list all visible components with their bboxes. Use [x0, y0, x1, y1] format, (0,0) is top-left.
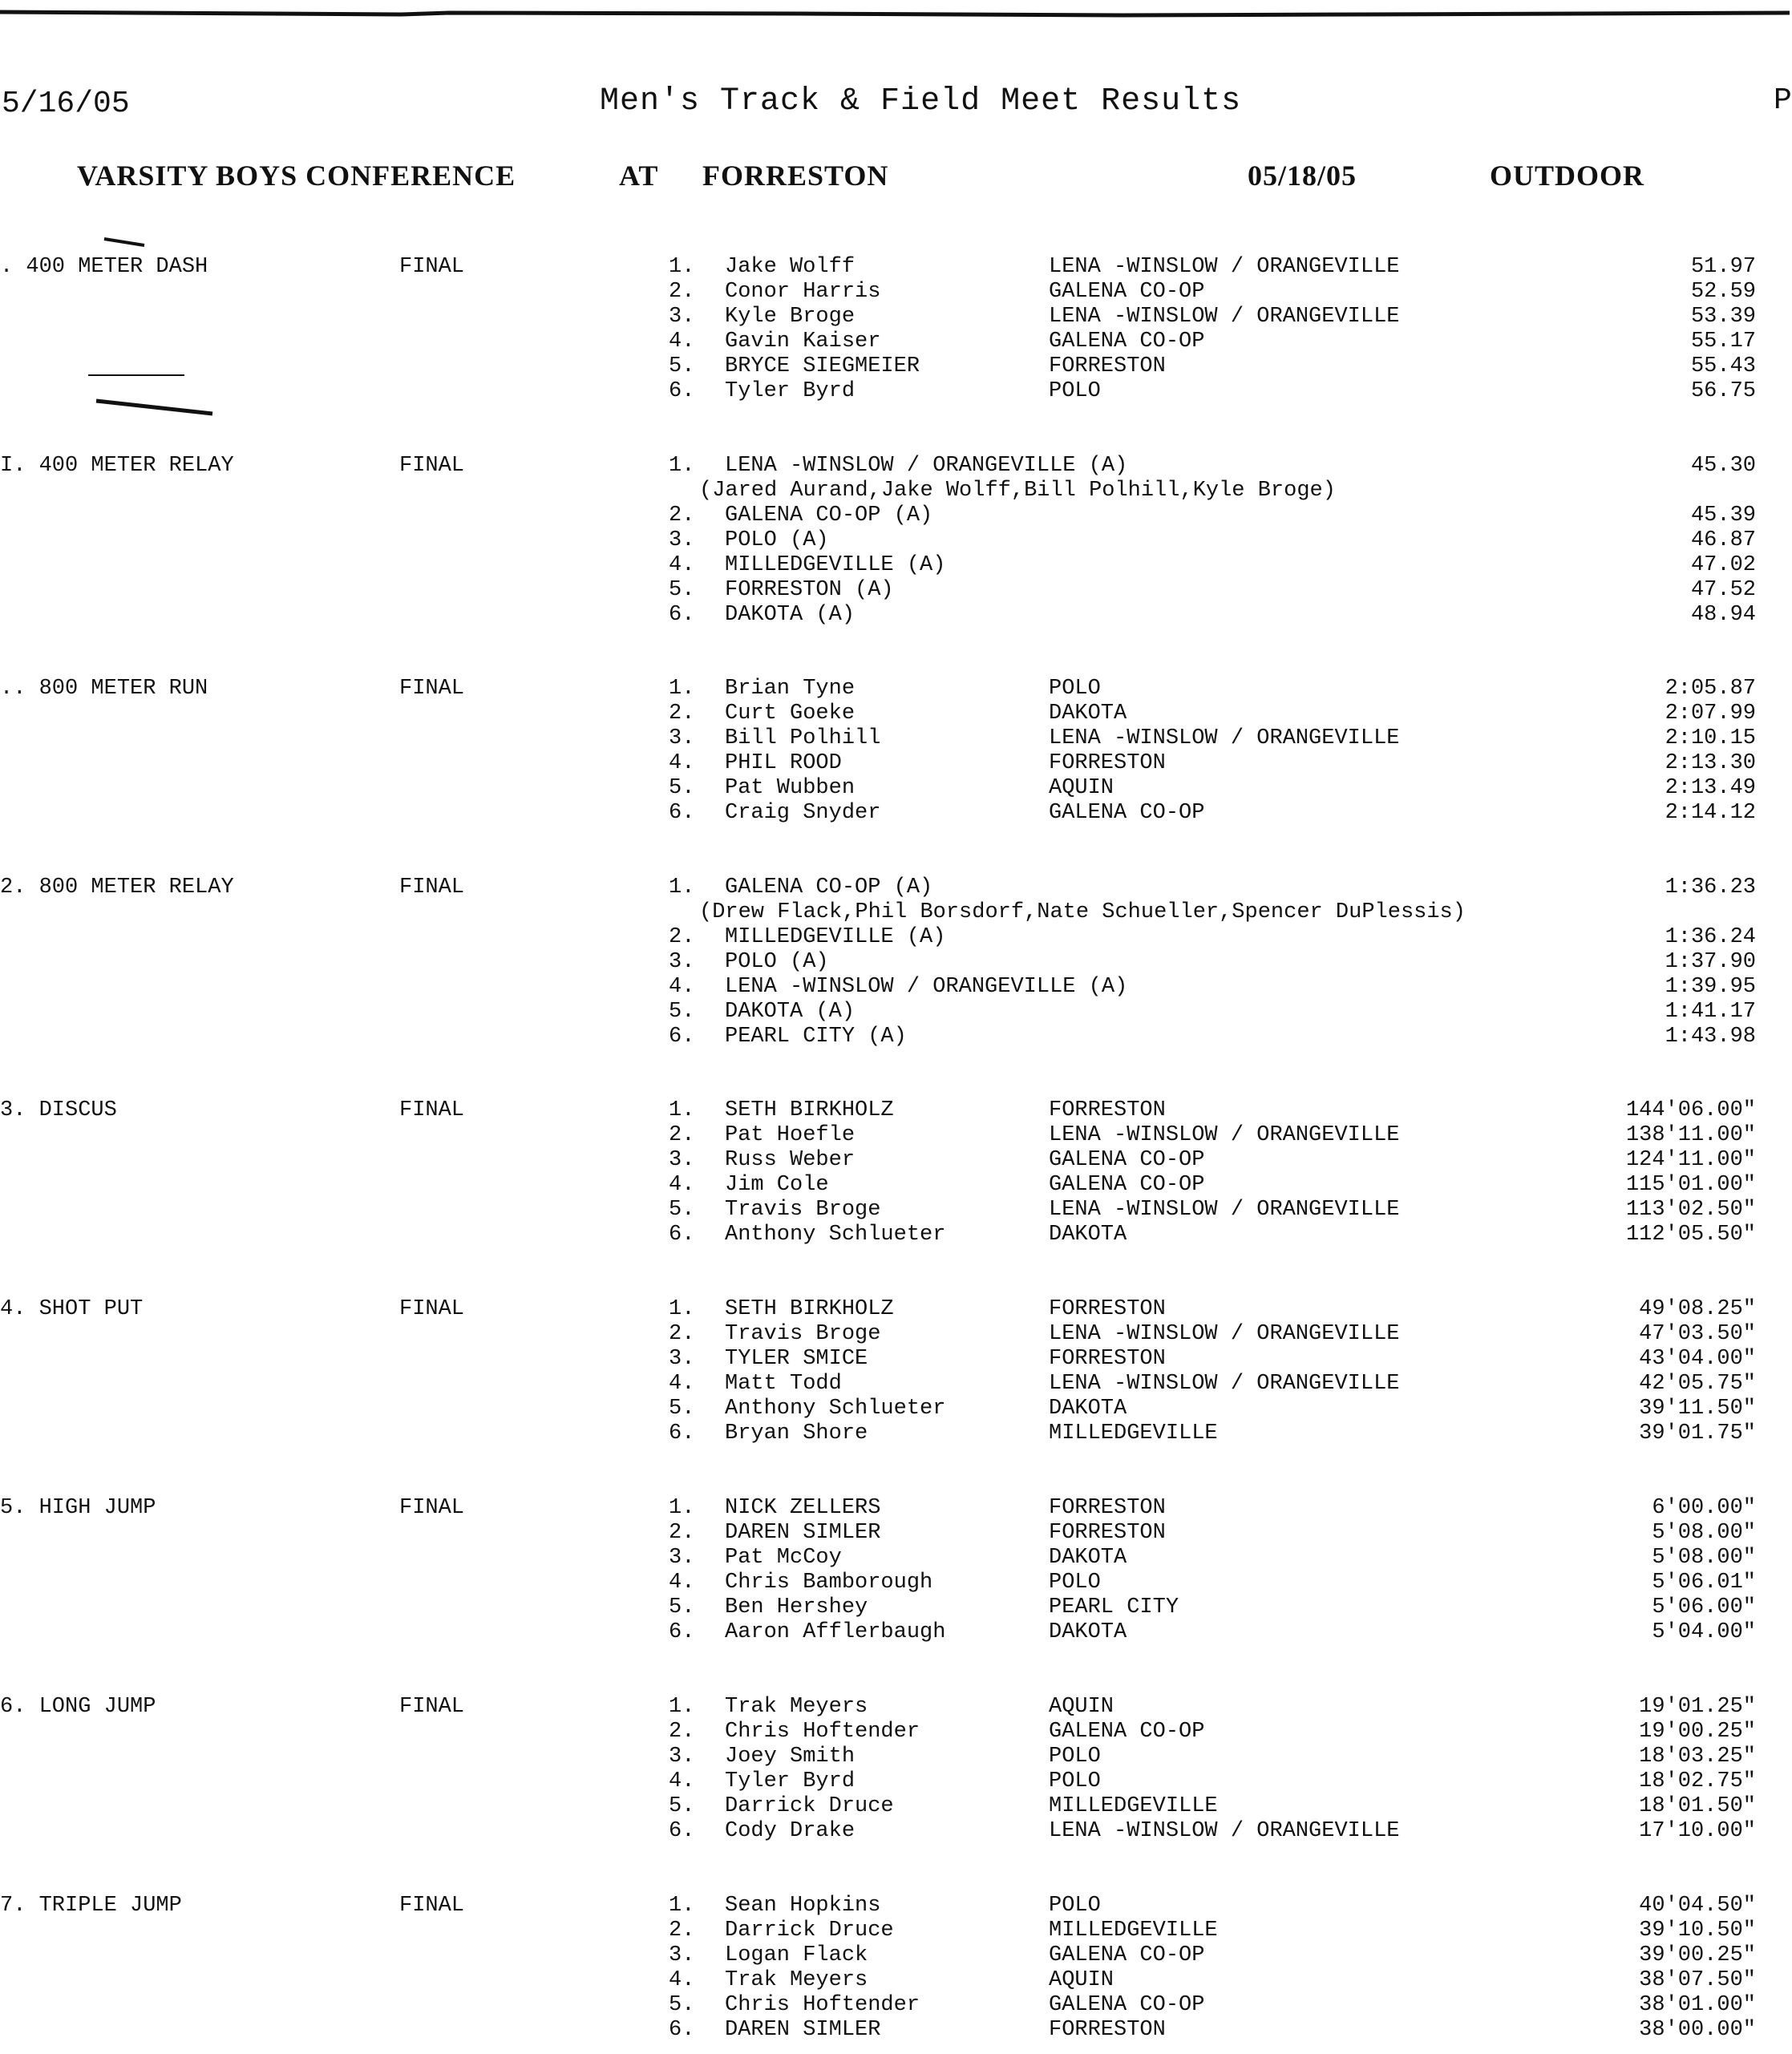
- athlete-name: PHIL ROOD: [725, 751, 842, 775]
- meet-venue: OUTDOOR: [1490, 160, 1645, 192]
- result-row: [0, 1148, 1790, 1173]
- result-mark: 5'04.00": [1652, 1620, 1756, 1644]
- school-name: LENA -WINSLOW / ORANGEVILLE: [1049, 1372, 1400, 1396]
- relay-team: POLO (A): [725, 950, 829, 974]
- athlete-name: Chris Hoftender: [725, 1720, 920, 1744]
- athlete-name: Logan Flack: [725, 1943, 868, 1967]
- result-mark: 18'01.50": [1639, 1794, 1756, 1818]
- result-place: 4.: [669, 1173, 695, 1197]
- result-mark: 2:13.49: [1665, 776, 1756, 800]
- print-date: 5/16/05: [2, 87, 130, 121]
- athlete-name: Bill Polhill: [725, 726, 881, 750]
- athlete-name: SETH BIRKHOLZ: [725, 1098, 894, 1122]
- result-mark: 47'03.50": [1639, 1322, 1756, 1346]
- result-row: [0, 528, 1790, 553]
- school-name: FORRESTON: [1049, 2018, 1166, 2042]
- result-row: [0, 1347, 1790, 1372]
- result-row: [0, 950, 1790, 975]
- result-row: [0, 280, 1790, 305]
- result-place: 4.: [669, 553, 695, 577]
- school-name: MILLEDGEVILLE: [1049, 1794, 1218, 1818]
- school-name: POLO: [1049, 677, 1101, 701]
- school-name: GALENA CO-OP: [1049, 801, 1205, 825]
- result-place: 6.: [669, 2018, 695, 2042]
- result-place: 5.: [669, 776, 695, 800]
- result-row: [0, 1397, 1790, 1421]
- meet-at-label: AT: [619, 160, 659, 192]
- event-name: I. 400 METER RELAY: [0, 454, 234, 478]
- result-row: [0, 578, 1790, 603]
- athlete-name: Cody Drake: [725, 1819, 856, 1843]
- school-name: AQUIN: [1049, 1968, 1114, 1992]
- result-row: [0, 1620, 1790, 1645]
- result-mark: 1:37.90: [1665, 950, 1756, 974]
- result-place: 3.: [669, 1148, 695, 1172]
- result-mark: 39'01.75": [1639, 1421, 1756, 1445]
- school-name: GALENA CO-OP: [1049, 1720, 1205, 1744]
- result-place: 3.: [669, 950, 695, 974]
- relay-team: DAKOTA (A): [725, 603, 856, 627]
- result-place: 1.: [669, 1695, 695, 1719]
- event-status: FINAL: [399, 1695, 465, 1719]
- result-place: 4.: [669, 751, 695, 775]
- result-place: 2.: [669, 702, 695, 726]
- result-place: 6.: [669, 1819, 695, 1843]
- athlete-name: Conor Harris: [725, 280, 881, 304]
- athlete-name: Pat Wubben: [725, 776, 856, 800]
- result-row: [0, 1496, 1790, 1521]
- result-place: 4.: [669, 1769, 695, 1793]
- result-mark: 56.75: [1690, 379, 1756, 403]
- result-mark: 112'05.50": [1625, 1223, 1756, 1247]
- relay-members-row: [0, 479, 1790, 503]
- result-mark: 39'00.25": [1639, 1943, 1756, 1967]
- result-mark: 113'02.50": [1625, 1198, 1756, 1222]
- school-name: DAKOTA: [1049, 1397, 1127, 1421]
- event-status: FINAL: [399, 1297, 465, 1321]
- event-name: 6. LONG JUMP: [0, 1695, 156, 1719]
- result-row: [0, 1098, 1790, 1123]
- school-name: AQUIN: [1049, 776, 1114, 800]
- result-place: 5.: [669, 1397, 695, 1421]
- result-mark: 2:05.87: [1665, 677, 1756, 701]
- result-mark: 5'06.00": [1652, 1595, 1756, 1619]
- result-row: [0, 702, 1790, 726]
- result-row: [0, 1000, 1790, 1025]
- result-place: 1.: [669, 1098, 695, 1122]
- result-mark: 39'11.50": [1639, 1397, 1756, 1421]
- athlete-name: Joey Smith: [725, 1745, 856, 1769]
- athlete-name: Curt Goeke: [725, 702, 856, 726]
- relay-team: POLO (A): [725, 528, 829, 552]
- result-mark: 2:13.30: [1665, 751, 1756, 775]
- result-mark: 51.97: [1690, 255, 1756, 279]
- result-row: [0, 1745, 1790, 1769]
- result-row: [0, 553, 1790, 578]
- athlete-name: Brian Tyne: [725, 677, 856, 701]
- result-mark: 2:10.15: [1665, 726, 1756, 750]
- result-place: 3.: [669, 305, 695, 329]
- result-mark: 47.02: [1690, 553, 1756, 577]
- page-title: Men's Track & Field Meet Results: [600, 83, 1242, 119]
- relay-team: PEARL CITY (A): [725, 1025, 907, 1049]
- result-place: 5.: [669, 1198, 695, 1222]
- event-name: 4. SHOT PUT: [0, 1297, 144, 1321]
- relay-team: LENA -WINSLOW / ORANGEVILLE (A): [725, 454, 1128, 478]
- school-name: LENA -WINSLOW / ORANGEVILLE: [1049, 305, 1400, 329]
- result-row: [0, 503, 1790, 528]
- school-name: FORRESTON: [1049, 751, 1166, 775]
- scan-top-rule: [0, 10, 1790, 18]
- school-name: GALENA CO-OP: [1049, 1148, 1205, 1172]
- result-mark: 38'00.00": [1639, 2018, 1756, 2042]
- result-place: 2.: [669, 503, 695, 528]
- result-mark: 1:39.95: [1665, 975, 1756, 999]
- result-place: 1.: [669, 1297, 695, 1321]
- result-mark: 49'08.25": [1639, 1297, 1756, 1321]
- result-row: [0, 379, 1790, 404]
- result-place: 6.: [669, 1620, 695, 1644]
- result-place: 3.: [669, 726, 695, 750]
- result-row: [0, 603, 1790, 628]
- result-place: 6.: [669, 1421, 695, 1445]
- relay-team: DAKOTA (A): [725, 1000, 856, 1024]
- athlete-name: Darrick Druce: [725, 1794, 894, 1818]
- result-mark: 144'06.00": [1625, 1098, 1756, 1122]
- result-mark: 18'03.25": [1639, 1745, 1756, 1769]
- result-row: [0, 1695, 1790, 1720]
- result-place: 5.: [669, 1794, 695, 1818]
- result-place: 2.: [669, 1322, 695, 1346]
- result-place: 6.: [669, 1223, 695, 1247]
- athlete-name: Chris Hoftender: [725, 1993, 920, 2017]
- result-row: [0, 1372, 1790, 1397]
- athlete-name: DAREN SIMLER: [725, 1521, 881, 1545]
- relay-team: MILLEDGEVILLE (A): [725, 553, 946, 577]
- relay-team: FORRESTON (A): [725, 578, 894, 602]
- school-name: GALENA CO-OP: [1049, 1173, 1205, 1197]
- result-mark: 1:41.17: [1665, 1000, 1756, 1024]
- result-place: 5.: [669, 1000, 695, 1024]
- result-mark: 19'01.25": [1639, 1695, 1756, 1719]
- athlete-name: Trak Meyers: [725, 1968, 868, 1992]
- result-row: [0, 1894, 1790, 1919]
- school-name: FORRESTON: [1049, 354, 1166, 378]
- relay-team: LENA -WINSLOW / ORANGEVILLE (A): [725, 975, 1128, 999]
- result-row: [0, 751, 1790, 776]
- result-row: [0, 1521, 1790, 1546]
- result-place: 2.: [669, 280, 695, 304]
- result-place: 6.: [669, 801, 695, 825]
- school-name: FORRESTON: [1049, 1521, 1166, 1545]
- result-place: 3.: [669, 1546, 695, 1570]
- result-row: [0, 677, 1790, 702]
- result-mark: 40'04.50": [1639, 1894, 1756, 1918]
- school-name: MILLEDGEVILLE: [1049, 1919, 1218, 1943]
- school-name: POLO: [1049, 1571, 1101, 1595]
- event-status: FINAL: [399, 1894, 465, 1918]
- result-row: [0, 1794, 1790, 1819]
- event-status: FINAL: [399, 255, 465, 279]
- athlete-name: Chris Bamborough: [725, 1571, 933, 1595]
- school-name: FORRESTON: [1049, 1496, 1166, 1520]
- athlete-name: Pat Hoefle: [725, 1123, 856, 1147]
- result-row: [0, 1943, 1790, 1968]
- result-row: [0, 305, 1790, 330]
- result-row: [0, 801, 1790, 826]
- athlete-name: Pat McCoy: [725, 1546, 842, 1570]
- athlete-name: Bryan Shore: [725, 1421, 868, 1445]
- athlete-name: NICK ZELLERS: [725, 1496, 881, 1520]
- school-name: DAKOTA: [1049, 1223, 1127, 1247]
- school-name: AQUIN: [1049, 1695, 1114, 1719]
- result-mark: 6'00.00": [1652, 1496, 1756, 1520]
- result-row: [0, 776, 1790, 801]
- event-name: 3. DISCUS: [0, 1098, 117, 1122]
- result-mark: 43'04.00": [1639, 1347, 1756, 1371]
- event-name: . 400 METER DASH: [0, 255, 208, 279]
- result-row: [0, 975, 1790, 1000]
- result-row: [0, 1173, 1790, 1198]
- result-row: [0, 1571, 1790, 1595]
- athlete-name: BRYCE SIEGMEIER: [725, 354, 920, 378]
- school-name: LENA -WINSLOW / ORANGEVILLE: [1049, 1123, 1400, 1147]
- school-name: POLO: [1049, 379, 1101, 403]
- event-name: 2. 800 METER RELAY: [0, 875, 234, 900]
- result-mark: 39'10.50": [1639, 1919, 1756, 1943]
- result-mark: 5'08.00": [1652, 1546, 1756, 1570]
- meet-location: FORRESTON: [702, 160, 889, 192]
- result-mark: 53.39: [1690, 305, 1756, 329]
- result-row: [0, 330, 1790, 354]
- school-name: GALENA CO-OP: [1049, 1943, 1205, 1967]
- athlete-name: Kyle Broge: [725, 305, 856, 329]
- result-row: [0, 1819, 1790, 1844]
- relay-members: (Jared Aurand,Jake Wolff,Bill Polhill,Kyle Broge): [699, 479, 1336, 503]
- result-place: 2.: [669, 1720, 695, 1744]
- athlete-name: Russ Weber: [725, 1148, 856, 1172]
- school-name: GALENA CO-OP: [1049, 330, 1205, 354]
- school-name: GALENA CO-OP: [1049, 280, 1205, 304]
- result-row: [0, 1198, 1790, 1223]
- result-place: 1.: [669, 454, 695, 478]
- result-row: [0, 354, 1790, 379]
- result-mark: 5'08.00": [1652, 1521, 1756, 1545]
- relay-team: GALENA CO-OP (A): [725, 503, 933, 528]
- result-place: 5.: [669, 578, 695, 602]
- result-place: 1.: [669, 875, 695, 900]
- result-row: [0, 1297, 1790, 1322]
- athlete-name: Tyler Byrd: [725, 379, 856, 403]
- result-mark: 2:07.99: [1665, 702, 1756, 726]
- result-mark: 18'02.75": [1639, 1769, 1756, 1793]
- athlete-name: Ben Hershey: [725, 1595, 868, 1619]
- school-name: POLO: [1049, 1894, 1101, 1918]
- result-place: 1.: [669, 255, 695, 279]
- meet-date: 05/18/05: [1248, 160, 1357, 192]
- school-name: LENA -WINSLOW / ORANGEVILLE: [1049, 255, 1400, 279]
- school-name: LENA -WINSLOW / ORANGEVILLE: [1049, 1198, 1400, 1222]
- school-name: DAKOTA: [1049, 1546, 1127, 1570]
- athlete-name: TYLER SMICE: [725, 1347, 868, 1371]
- result-row: [0, 1595, 1790, 1620]
- result-mark: 17'10.00": [1639, 1819, 1756, 1843]
- result-mark: 45.39: [1690, 503, 1756, 528]
- school-name: DAKOTA: [1049, 1620, 1127, 1644]
- result-mark: 115'01.00": [1625, 1173, 1756, 1197]
- event-name: 5. HIGH JUMP: [0, 1496, 156, 1520]
- event-status: FINAL: [399, 677, 465, 701]
- result-place: 4.: [669, 1571, 695, 1595]
- result-place: 5.: [669, 1993, 695, 2017]
- school-name: POLO: [1049, 1745, 1101, 1769]
- school-name: FORRESTON: [1049, 1297, 1166, 1321]
- result-row: [0, 1993, 1790, 2018]
- result-place: 4.: [669, 975, 695, 999]
- page-marker: P: [1774, 83, 1792, 118]
- event-status: FINAL: [399, 1496, 465, 1520]
- athlete-name: DAREN SIMLER: [725, 2018, 881, 2042]
- result-mark: 138'11.00": [1625, 1123, 1756, 1147]
- school-name: LENA -WINSLOW / ORANGEVILLE: [1049, 1322, 1400, 1346]
- athlete-name: SETH BIRKHOLZ: [725, 1297, 894, 1321]
- athlete-name: Anthony Schlueter: [725, 1223, 946, 1247]
- school-name: FORRESTON: [1049, 1098, 1166, 1122]
- event-status: FINAL: [399, 1098, 465, 1122]
- school-name: LENA -WINSLOW / ORANGEVILLE: [1049, 726, 1400, 750]
- school-name: DAKOTA: [1049, 702, 1127, 726]
- result-mark: 38'07.50": [1639, 1968, 1756, 1992]
- result-place: 6.: [669, 1025, 695, 1049]
- result-place: 3.: [669, 1347, 695, 1371]
- result-place: 2.: [669, 1123, 695, 1147]
- result-row: [0, 1968, 1790, 1993]
- result-place: 2.: [669, 925, 695, 949]
- athlete-name: Travis Broge: [725, 1322, 881, 1346]
- meet-name: VARSITY BOYS CONFERENCE: [77, 160, 516, 192]
- school-name: PEARL CITY: [1049, 1595, 1179, 1619]
- result-mark: 1:36.23: [1665, 875, 1756, 900]
- athlete-name: Sean Hopkins: [725, 1894, 881, 1918]
- result-row: [0, 875, 1790, 900]
- school-name: LENA -WINSLOW / ORANGEVILLE: [1049, 1819, 1400, 1843]
- athlete-name: Aaron Afflerbaugh: [725, 1620, 946, 1644]
- result-row: [0, 1769, 1790, 1794]
- result-mark: 55.17: [1690, 330, 1756, 354]
- result-place: 4.: [669, 1968, 695, 1992]
- result-mark: 42'05.75": [1639, 1372, 1756, 1396]
- result-row: [0, 925, 1790, 950]
- result-mark: 55.43: [1690, 354, 1756, 378]
- result-row: [0, 1223, 1790, 1247]
- result-row: [0, 1123, 1790, 1148]
- result-mark: 47.52: [1690, 578, 1756, 602]
- result-place: 3.: [669, 528, 695, 552]
- result-place: 6.: [669, 603, 695, 627]
- result-row: [0, 255, 1790, 280]
- result-place: 5.: [669, 354, 695, 378]
- result-row: [0, 1025, 1790, 1049]
- athlete-name: Anthony Schlueter: [725, 1397, 946, 1421]
- result-place: 1.: [669, 677, 695, 701]
- result-mark: 48.94: [1690, 603, 1756, 627]
- result-row: [0, 1421, 1790, 1446]
- result-row: [0, 1322, 1790, 1347]
- athlete-name: Jake Wolff: [725, 255, 856, 279]
- result-mark: 1:43.98: [1665, 1025, 1756, 1049]
- result-place: 3.: [669, 1745, 695, 1769]
- school-name: GALENA CO-OP: [1049, 1993, 1205, 2017]
- result-row: [0, 1720, 1790, 1745]
- school-name: POLO: [1049, 1769, 1101, 1793]
- event-status: FINAL: [399, 875, 465, 900]
- result-mark: 45.30: [1690, 454, 1756, 478]
- result-row: [0, 454, 1790, 479]
- result-mark: 46.87: [1690, 528, 1756, 552]
- result-row: [0, 726, 1790, 751]
- result-mark: 38'01.00": [1639, 1993, 1756, 2017]
- relay-team: MILLEDGEVILLE (A): [725, 925, 946, 949]
- athlete-name: Matt Todd: [725, 1372, 842, 1396]
- result-mark: 52.59: [1690, 280, 1756, 304]
- event-name: .. 800 METER RUN: [0, 677, 208, 701]
- result-place: 1.: [669, 1894, 695, 1918]
- relay-team: GALENA CO-OP (A): [725, 875, 933, 900]
- relay-members-row: [0, 900, 1790, 925]
- result-place: 3.: [669, 1943, 695, 1967]
- athlete-name: Craig Snyder: [725, 801, 881, 825]
- relay-members: (Drew Flack,Phil Borsdorf,Nate Schueller,Spencer DuPlessis): [699, 900, 1466, 924]
- result-mark: 19'00.25": [1639, 1720, 1756, 1744]
- result-mark: 5'06.01": [1652, 1571, 1756, 1595]
- result-place: 2.: [669, 1919, 695, 1943]
- athlete-name: Trak Meyers: [725, 1695, 868, 1719]
- athlete-name: Jim Cole: [725, 1173, 829, 1197]
- result-row: [0, 1919, 1790, 1943]
- result-mark: 124'11.00": [1625, 1148, 1756, 1172]
- result-place: 4.: [669, 330, 695, 354]
- athlete-name: Travis Broge: [725, 1198, 881, 1222]
- school-name: MILLEDGEVILLE: [1049, 1421, 1218, 1445]
- result-place: 1.: [669, 1496, 695, 1520]
- event-status: FINAL: [399, 454, 465, 478]
- event-name: 7. TRIPLE JUMP: [0, 1894, 182, 1918]
- school-name: FORRESTON: [1049, 1347, 1166, 1371]
- athlete-name: Darrick Druce: [725, 1919, 894, 1943]
- athlete-name: Gavin Kaiser: [725, 330, 881, 354]
- result-place: 5.: [669, 1595, 695, 1619]
- result-mark: 2:14.12: [1665, 801, 1756, 825]
- result-row: [0, 2018, 1790, 2043]
- result-mark: 1:36.24: [1665, 925, 1756, 949]
- athlete-name: Tyler Byrd: [725, 1769, 856, 1793]
- result-place: 4.: [669, 1372, 695, 1396]
- result-place: 2.: [669, 1521, 695, 1545]
- result-place: 6.: [669, 379, 695, 403]
- result-row: [0, 1546, 1790, 1571]
